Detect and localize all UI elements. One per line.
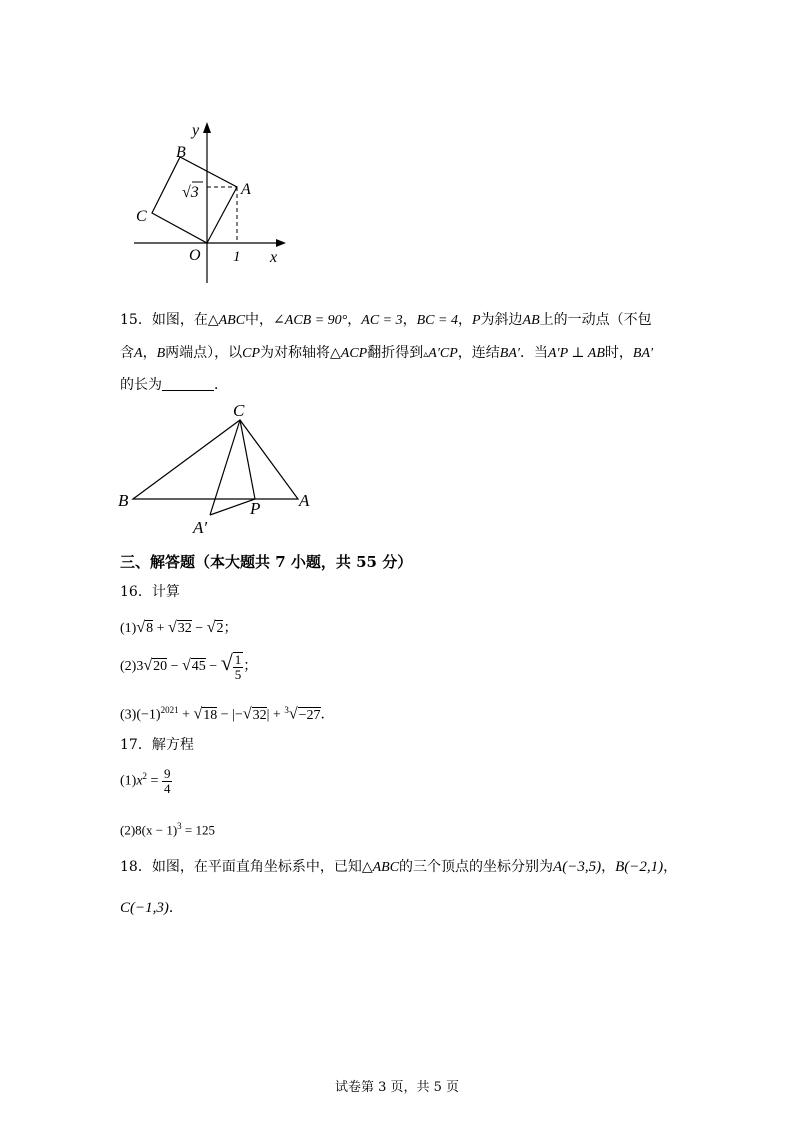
q15-line-2: 含A，B两端点），以CP为对称轴将△ACP翻折得到▵A′CP，连结BA′．当A′P ⊥ AB时，BA′ — [120, 345, 654, 361]
q16-part-2: (2)3√20 − √45 − √ $\frac{1}{5}$ ； — [120, 650, 258, 682]
figure-triangle-fold — [115, 398, 325, 540]
fig1-label-sqrt3: √3 — [182, 184, 199, 201]
fig1-label-1: 1 — [233, 249, 241, 265]
q16-title: 16．计算 — [120, 584, 180, 600]
fig2-label-A: A — [299, 491, 310, 510]
fig1-label-A: A — [241, 181, 251, 198]
fig2-label-B: B — [118, 491, 129, 510]
q17-part-2: $(2)8(x - 1)^3 = 125$ — [120, 821, 216, 838]
section-title: 三、解答题（本大题共 7 小题，共 55 分） — [120, 553, 413, 571]
figure-coordinate-square — [120, 115, 300, 290]
q16-part-3: $(3)(-1)^{2021} + √18 - |-√32| + ^3√-27$． — [120, 705, 335, 723]
q17-title: 17．解方程 — [120, 737, 194, 753]
q15-line-3: 的长为 ． — [120, 377, 228, 393]
q15-line-1: 15．如图，在△ABC中，∠ACB = 90°，AC = 3，BC = 4，P为斜边AB上的一动点（不包 — [120, 312, 652, 328]
fig1-label-O: O — [189, 247, 201, 264]
fig2-label-P: P — [250, 499, 261, 518]
q18-line-1: 18．如图，在平面直角坐标系中，已知△ABC的三个顶点的坐标分别为A(−3,5)，B(−2,1)， — [120, 859, 678, 875]
fig1-label-y: y — [192, 122, 200, 139]
fig1-label-x: x — [270, 249, 278, 266]
q16-part-1: (1)√8 + √32 − √2； — [120, 619, 238, 636]
answer-blank[interactable] — [162, 376, 214, 391]
fig1-label-C: C — [136, 208, 147, 225]
fig1-label-B: B — [176, 144, 186, 161]
q17-part-1: $(1)x^2$ = $\frac{9}{4}$ — [120, 765, 171, 796]
page-footer: 试卷第 3 页，共 5 页 — [334, 1080, 460, 1095]
q18-line-2: C(−1,3)． — [120, 900, 183, 916]
fig2-label-Aprime: A′ — [193, 518, 208, 537]
fig2-label-C: C — [233, 401, 245, 420]
